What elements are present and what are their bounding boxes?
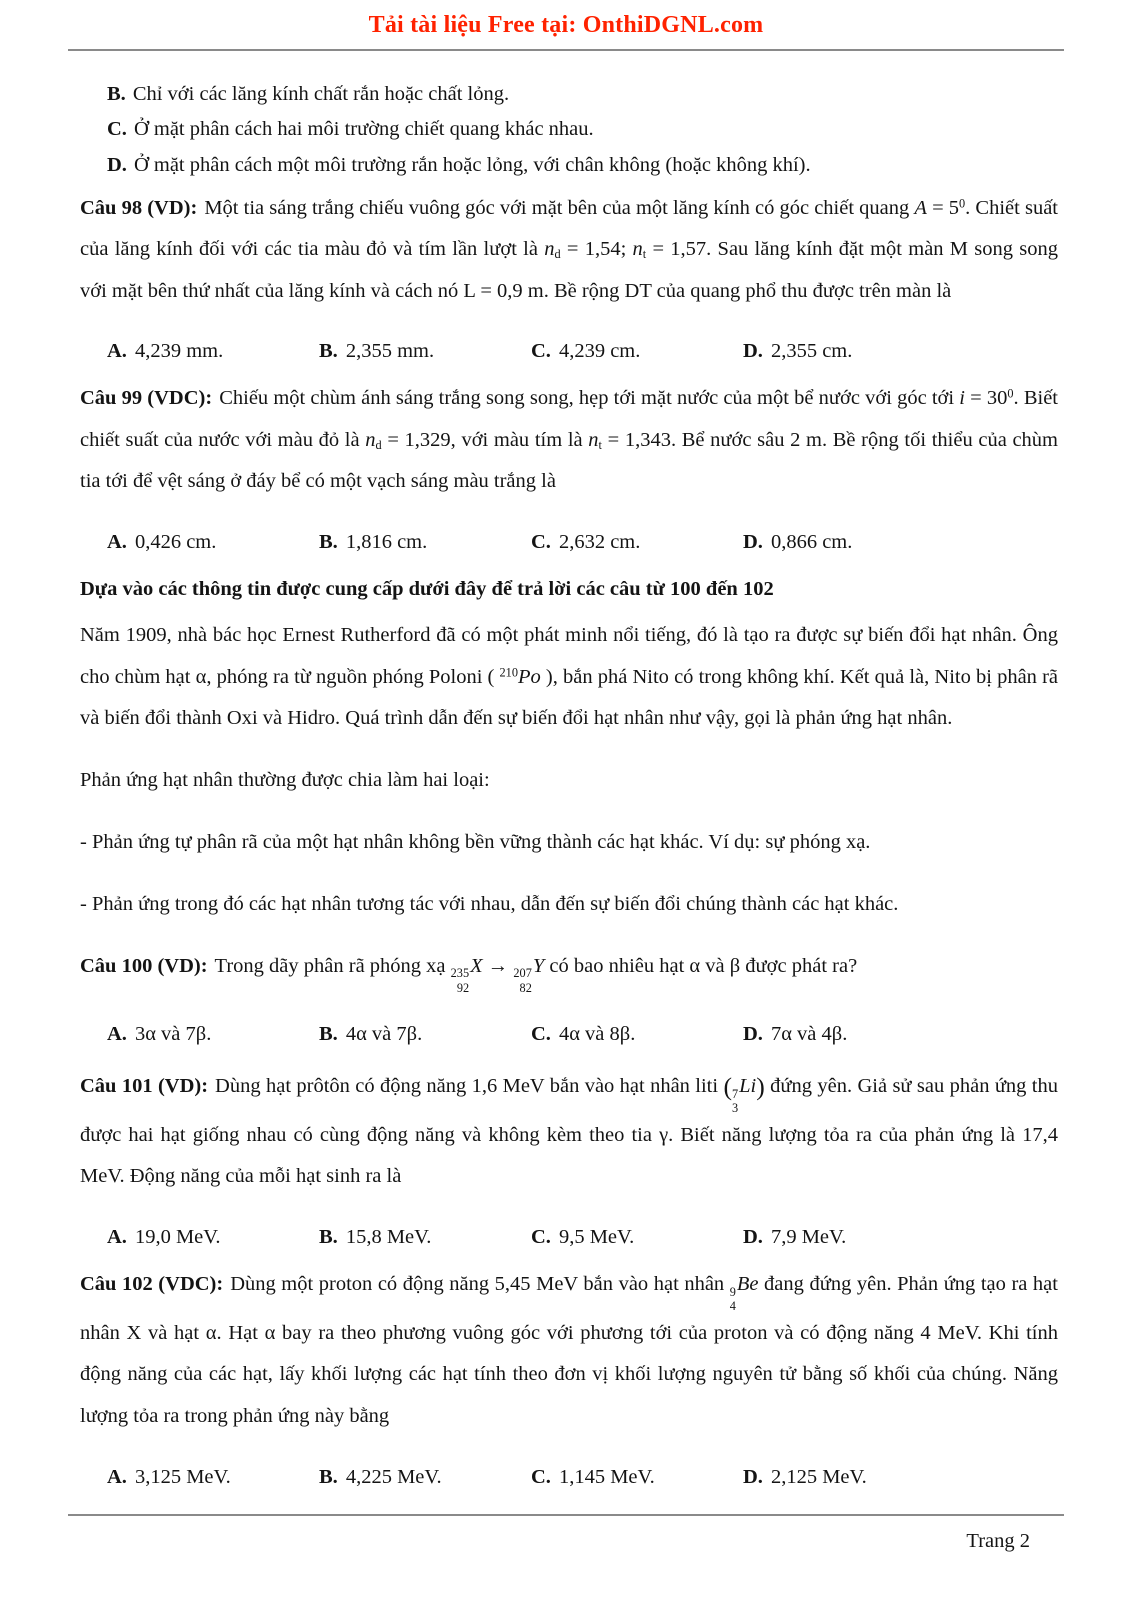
answer-option-d <box>743 523 1058 562</box>
answer-label: B. <box>319 531 338 554</box>
answer-option-b <box>319 1458 531 1497</box>
math-var: Y <box>532 954 545 977</box>
nuclide-scripts <box>513 966 531 994</box>
answer-label: D. <box>743 1226 763 1249</box>
answer-option-b <box>319 1015 531 1054</box>
answer-option-d <box>743 1015 1058 1054</box>
answer-text: 4,239 mm. <box>134 340 224 363</box>
atomic-number: 3 <box>731 1100 739 1115</box>
math-var: Po <box>517 665 541 688</box>
math-var: n <box>544 238 555 261</box>
answer-option-b <box>319 523 531 562</box>
answer-label: B. <box>319 1465 338 1488</box>
answer-text: 2,355 mm. <box>345 340 435 363</box>
answer-text: 4,225 MeV. <box>345 1465 442 1488</box>
answer-label: C. <box>531 1465 551 1488</box>
answer-option-a <box>107 1015 319 1054</box>
mass-number: 235 <box>450 966 470 981</box>
text-run: Dùng một proton có động năng 5,45 MeV bắn vào hạt nhân <box>230 1273 730 1296</box>
answer-option-c <box>531 1015 743 1054</box>
math-sub: t <box>598 437 602 452</box>
answer-label: B. <box>319 1226 338 1249</box>
nuclide-scripts <box>730 1285 736 1313</box>
answer-label: A. <box>107 1023 127 1046</box>
answers-q102 <box>80 1458 1058 1497</box>
option-line-b <box>80 77 1058 112</box>
answer-option-d <box>743 332 1058 371</box>
answer-option-b <box>319 1218 531 1257</box>
answer-text: 19,0 MeV. <box>134 1226 221 1249</box>
math-eq: = 1,57 <box>646 238 707 261</box>
question-101-paragraph <box>80 1061 1058 1198</box>
option-text: Ở mặt phân cách hai môi trường chiết quang khác nhau. <box>133 118 594 141</box>
math-var: Be <box>736 1273 759 1296</box>
answer-option-c <box>531 1458 743 1497</box>
paren-close: ) <box>756 1072 765 1102</box>
answer-text: 2,355 cm. <box>770 340 853 363</box>
answer-label: C. <box>531 1226 551 1249</box>
option-label: C. <box>107 118 127 141</box>
math-eq: = 5 <box>926 196 960 219</box>
answer-option-a <box>107 1218 319 1257</box>
math-sup: 210 <box>499 665 518 680</box>
page-content <box>80 77 1058 1497</box>
question-102-paragraph <box>80 1264 1058 1437</box>
question-98-paragraph <box>80 188 1058 312</box>
nuclide-polonium <box>500 666 541 688</box>
text-run: Năm 1909, nhà bác học Ernest Rutherford đã có một phát minh nổi tiếng, đó là tạo ra được sự biến đổi hạt nhân. Ông cho chùm hạt α, phóng ra từ nguồn phóng Poloni ( <box>80 624 1058 688</box>
answer-label: A. <box>107 340 127 363</box>
text-run: Dùng hạt prôtôn có động năng 1,6 MeV bắn vào hạt nhân liti <box>215 1075 724 1098</box>
text-run: đứng yên. Giả sử sau phản ứng thu được hai hạt giống nhau có cùng động năng và không kèm theo tia γ. Biết năng lượng tỏa ra của phản ứng là 17,4 MeV. Động năng của mỗi hạt sinh ra là <box>80 1075 1059 1188</box>
answer-option-a <box>107 523 319 562</box>
math-sup: 0 <box>959 196 966 210</box>
math-sub: d <box>375 437 382 452</box>
text-run: . Biết chiết suất của nước với màu đỏ là <box>80 387 1058 451</box>
text-run: . Sau lăng kính đặt một màn M song song với mặt bên thứ nhất của lăng kính và cách nó L = 0,9 m. Bề rộng DT của quang phổ thu được trên màn là <box>80 238 1058 302</box>
math-var: n <box>588 428 599 451</box>
answer-text: 0,426 cm. <box>134 531 217 554</box>
math-eq: = 30 <box>964 387 1008 410</box>
answer-text: 1,816 cm. <box>345 531 428 554</box>
mass-number: 7 <box>731 1086 739 1101</box>
formula-incidence-angle <box>959 387 1013 409</box>
text-run: Chiếu một chùm ánh sáng trắng song song, hẹp tới mặt nước của một bể nước với góc tới <box>219 387 960 410</box>
answer-option-d <box>743 1218 1058 1257</box>
option-text: Chỉ với các lăng kính chất rắn hoặc chất lỏng. <box>132 83 510 105</box>
answer-text: 2,125 MeV. <box>770 1465 867 1488</box>
question-99-paragraph <box>80 378 1058 502</box>
answer-text: 7,9 MeV. <box>770 1226 847 1249</box>
mass-number: 207 <box>513 966 532 981</box>
answer-option-a <box>107 1458 319 1497</box>
math-var: n <box>632 238 643 261</box>
formula-n-violet <box>633 238 707 260</box>
answer-option-d <box>743 1458 1058 1497</box>
math-sup: 0 <box>1007 386 1014 401</box>
section-heading: Dựa vào các thông tin được cung cấp dưới đây để trả lời các câu từ 100 đến 102 <box>80 578 774 601</box>
answer-text: 2,632 cm. <box>558 531 641 554</box>
answer-text: 4α và 7β. <box>345 1023 423 1046</box>
arrow-glyph: → <box>482 954 514 977</box>
math-var: A <box>914 196 927 219</box>
answer-text: 0,866 cm. <box>770 531 853 554</box>
nuclide-y <box>513 954 545 995</box>
page-header <box>0 0 1132 51</box>
answer-label: B. <box>319 1023 338 1046</box>
answer-text: 7α và 4β. <box>770 1023 848 1046</box>
option-label: D. <box>107 153 127 176</box>
nuclide-beryllium <box>729 1273 759 1313</box>
question-label: Câu 100 (VD): <box>80 954 208 977</box>
answer-label: C. <box>531 340 551 363</box>
text-run: đang đứng yên. Phản ứng tạo ra hạt nhân X và hạt α. Hạt α bay ra theo phương vuông góc với phương tới của proton và có động năng 4 MeV. Khi tính động năng của các hạt, lấy khối lượng các hạt tính theo đơn vị khối lượng nguyên tử bằng số khối của chúng. Năng lượng tỏa ra trong phản ứng này bằng <box>80 1273 1058 1427</box>
option-label: B. <box>107 83 126 105</box>
text-run: Một tia sáng trắng chiếu vuông góc với mặt bên của một lăng kính có góc chiết quang <box>204 196 915 219</box>
answer-label: A. <box>107 1465 127 1488</box>
formula-prism-angle <box>914 197 965 219</box>
text-run: , với màu tím là <box>450 428 589 451</box>
question-label: Câu 102 (VDC): <box>80 1273 224 1296</box>
nuclide-scripts <box>451 966 469 994</box>
answers-q98 <box>80 332 1058 371</box>
answer-label: D. <box>743 1023 763 1046</box>
math-var: i <box>959 387 965 410</box>
answer-label: A. <box>107 1226 127 1249</box>
answer-label: D. <box>743 531 763 554</box>
question-100-paragraph <box>80 946 1058 995</box>
math-sub: d <box>554 247 561 262</box>
nuclide-scripts <box>732 1087 738 1115</box>
math-var: n <box>365 428 376 451</box>
passage-paragraph-1 <box>80 615 1058 739</box>
option-line-d <box>80 148 1058 183</box>
answer-option-c <box>531 332 743 371</box>
answers-q101 <box>80 1218 1058 1257</box>
answer-text: 4α và 8β. <box>558 1023 636 1046</box>
answer-option-a <box>107 332 319 371</box>
page-footer <box>0 1504 1132 1553</box>
answer-text: 3α và 7β. <box>134 1023 212 1046</box>
answer-text: 9,5 MeV. <box>558 1226 635 1249</box>
page-number: Trang 2 <box>966 1530 1030 1552</box>
math-eq: = 1,343 <box>601 428 671 451</box>
text-run: . Chiết suất của lăng kính đối với các tia màu đỏ và tím lần lượt là <box>80 196 1058 261</box>
question-label: Câu 99 (VDC): <box>80 387 213 410</box>
formula-n-violet <box>588 429 671 451</box>
paren-open: ( <box>723 1072 732 1102</box>
question-label: Câu 101 (VD): <box>80 1075 209 1098</box>
formula-n-red <box>544 238 632 260</box>
nuclide-lithium <box>723 1072 765 1115</box>
atomic-number: 4 <box>729 1298 736 1313</box>
formula-n-red <box>365 429 450 451</box>
answer-label: B. <box>319 340 338 363</box>
atomic-number: 92 <box>456 980 470 995</box>
answer-label: D. <box>743 340 763 363</box>
math-sub: t <box>642 247 647 262</box>
passage-paragraph-2: Phản ứng hạt nhân thường được chia làm hai loại: <box>80 769 490 792</box>
nuclide-x <box>450 954 483 995</box>
option-text: Ở mặt phân cách một môi trường rắn hoặc lỏng, với chân không (hoặc không khí). <box>133 153 811 176</box>
passage-paragraph-4: - Phản ứng trong đó các hạt nhân tương tác với nhau, dẫn đến sự biến đổi chúng thành các hạt khác. <box>80 893 899 915</box>
answer-label: D. <box>743 1465 763 1488</box>
answer-option-c <box>531 1218 743 1257</box>
text-run: Trong dãy phân rã phóng xạ <box>214 954 451 977</box>
answer-text: 3,125 MeV. <box>134 1465 231 1488</box>
mass-number: 9 <box>729 1284 736 1299</box>
text-run: có bao nhiêu hạt α và β được phát ra? <box>544 954 858 977</box>
answer-label: C. <box>531 1023 551 1046</box>
question-label: Câu 98 (VD): <box>80 196 198 219</box>
answer-text: 4,239 cm. <box>558 340 641 363</box>
math-eq: = 1,329 <box>381 428 451 451</box>
answers-q100 <box>80 1015 1058 1054</box>
passage-paragraph-3: - Phản ứng tự phân rã của một hạt nhân không bền vững thành các hạt khác. Ví dụ: sự phóng xạ. <box>80 831 871 854</box>
answer-option-b <box>319 332 531 371</box>
header-rule <box>68 49 1064 51</box>
math-eq: = 1,54; <box>560 238 633 261</box>
footer-rule <box>68 1514 1064 1516</box>
text-run: ), bắn phá Nito có trong không khí. Kết quả là, Nito bị phân rã và biến đổi thành Oxi và Hidro. Quá trình dẫn đến sự biến đổi hạt nhân như vậy, gọi là phản ứng hạt nhân. <box>80 665 1059 730</box>
atomic-number: 82 <box>519 980 532 995</box>
answer-label: C. <box>531 531 551 554</box>
header-title: Tải tài liệu Free tại: OnthiDGNL.com <box>368 12 764 38</box>
answer-text: 1,145 MeV. <box>558 1465 655 1488</box>
answer-label: A. <box>107 531 127 554</box>
answers-q99 <box>80 523 1058 562</box>
math-var: X <box>470 954 483 977</box>
answer-option-c <box>531 523 743 562</box>
answer-text: 15,8 MeV. <box>345 1226 432 1249</box>
text-run: . Bể nước sâu 2 m. Bề rộng tối thiểu của chùm tia tới để vệt sáng ở đáy bể có một vạch sáng màu trắng là <box>80 428 1058 493</box>
math-var: Li <box>739 1075 757 1098</box>
option-line-c <box>80 112 1058 147</box>
